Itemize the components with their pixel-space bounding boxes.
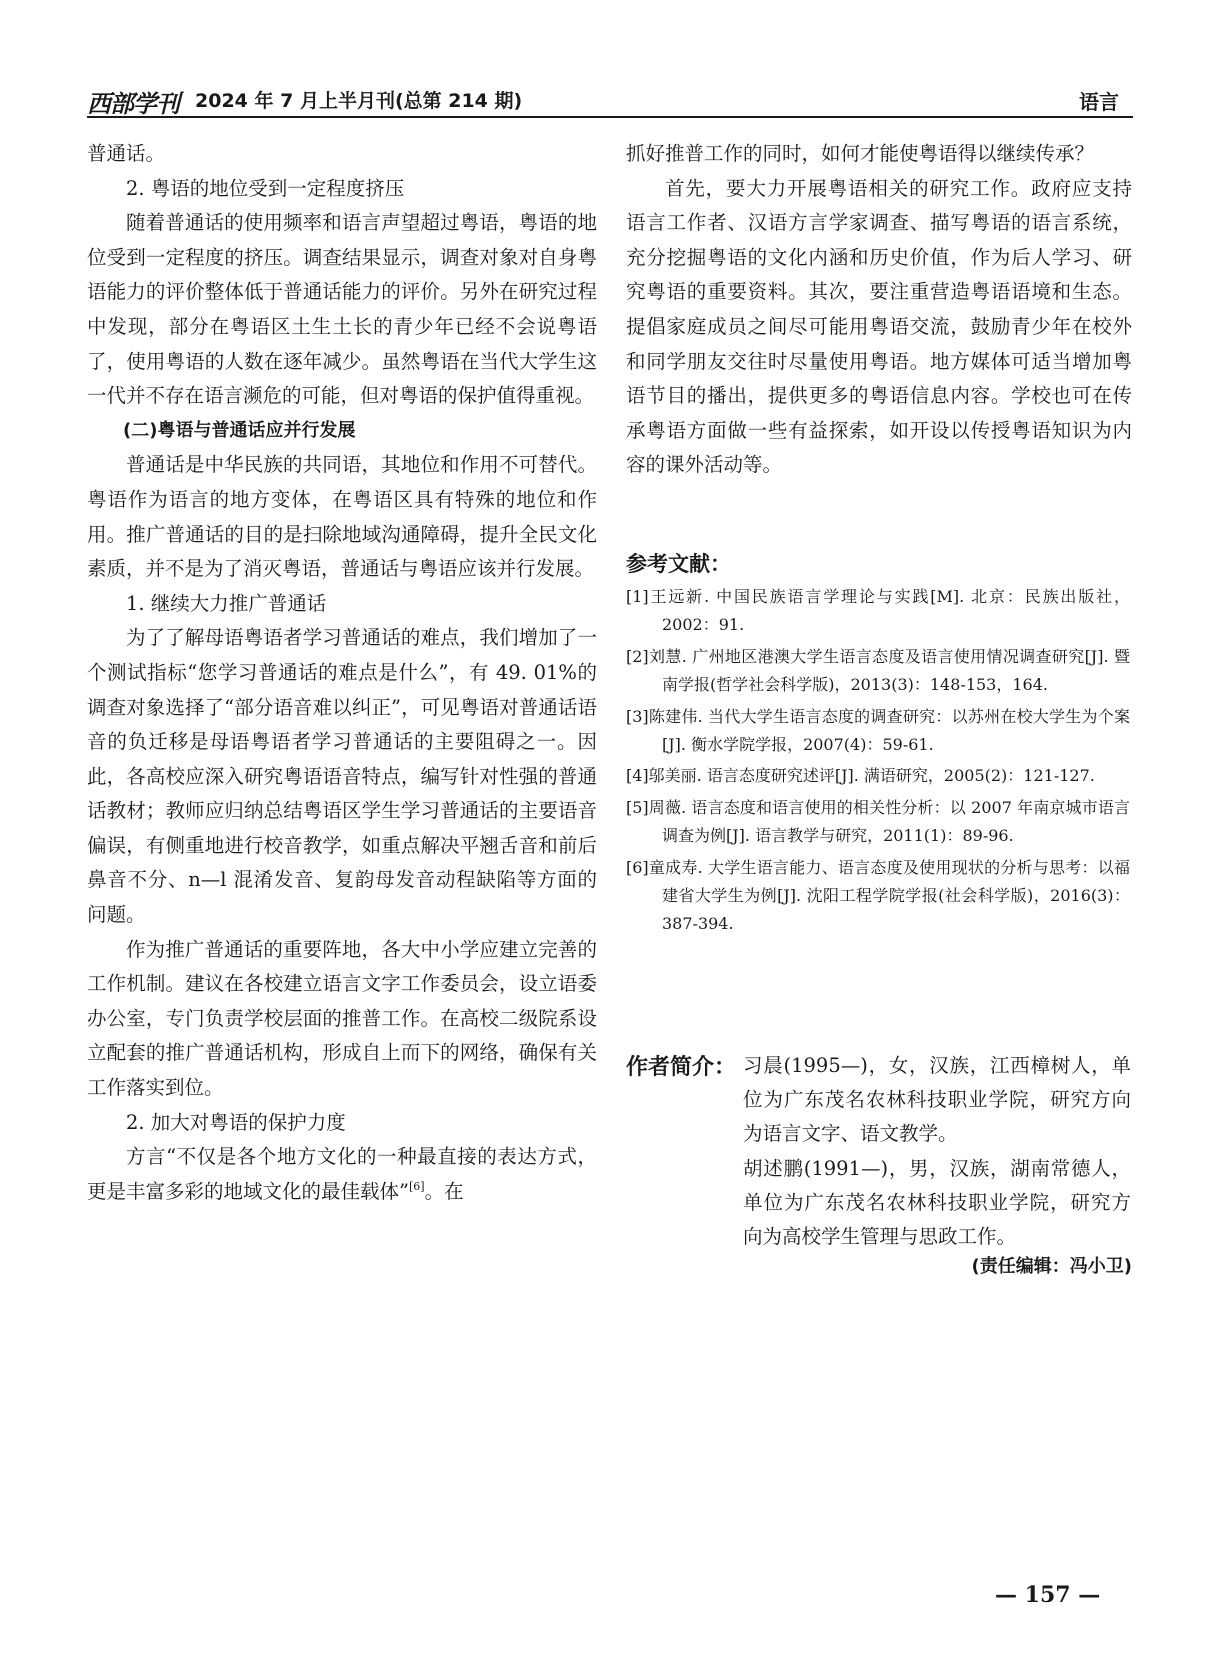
subheading: 2. 粤语的地位受到一定程度挤压 [126,176,405,200]
section-name: 语言 [1079,90,1119,114]
left-column [87,137,597,1209]
reference-item: [3]陈建伟. 当代大学生语言态度的调查研究：以苏州在校大学生为个案[J]. 衡水学院学报，2007(4)：59-61. [626,706,1130,755]
reference-list [626,583,1130,942]
section-heading: (二)粤语与普通话应并行发展 [123,419,356,441]
author-info [743,1049,1131,1254]
paragraph [87,1140,597,1209]
subheading: 2. 加大对粤语的保护力度 [126,1110,346,1134]
paragraph-text: 方言“不仅是各个地方文化的一种最直接的表达方式，更是丰富多彩的地域文化的最佳载体” [87,1145,597,1203]
paragraph: 普通话是中华民族的共同语，其地位和作用不可替代。粤语作为语言的地方变体，在粤语区具有特殊的地位和作用。推广普通话的目的是扫除地域沟通障碍，提升全民文化素质，并不是为了消灭粤语，普通话与粤语应该并行发展。 [87,453,597,581]
paragraph: 抓好推普工作的同时，如何才能使粤语得以继续传承？ [626,142,1095,165]
issue-info: 2024 年 7 月上半月刊(总第 214 期) [195,90,523,112]
reference-item: [6]童成寿. 大学生语言能力、语言态度及使用现状的分析与思考：以福建省大学生为例[J]. 沈阳工程学院学报(社会科学版)，2016(3)：387-394. [626,857,1130,934]
journal-logo: 西部学刊 [87,89,179,118]
paragraph: 普通话。 [87,142,166,165]
paragraph: 为了了解母语粤语者学习普通话的难点，我们增加了一个测试指标“您学习普通话的难点是什么”，有 49. 01%的调查对象选择了“部分语音难以纠正”，可见粤语对普通话语音的负迁移是母语粤语者学习普通话的主要阻碍之一。因此，各高校应深入研究粤语语音特点，编写针对性强的普通话教材；教师应归纳总结粤语区学生学习普通话的主要语音偏误，有侧重地进行校音教学，如重点解决平翘舌音和前后鼻音不分、n—l 混淆发音、复韵母发音动程缺陷等方面的问题。 [87,626,597,927]
right-column [626,137,1132,483]
reference-item: [5]周薇. 语言态度和语言使用的相关性分析：以 2007 年南京城市语言调查为例[J]. 语言教学与研究，2011(1)：89-96. [626,797,1130,846]
paragraph: 作为推广普通话的重要阵地，各大中小学应建立完善的工作机制。建议在各校建立语言文字工作委员会，设立语委办公室，专门负责学校层面的推普工作。在高校二级院系设立配套的推广普通话机构，形成自上而下的网络，确保有关工作落实到位。 [87,937,597,1100]
reference-item: [1]王远新. 中国民族语言学理论与实践[M]. 北京：民族出版社，2002：91. [626,587,1130,635]
running-header [87,84,1133,118]
page-number: — 157 — [995,1582,1101,1608]
paragraph-text: 。在 [424,1179,464,1203]
citation-marker[interactable]: [6] [408,1179,425,1193]
reference-item: [2]刘慧. 广州地区港澳大学生语言态度及语言使用情况调查研究[J]. 暨南学报(哲学社会科学版)，2013(3)：148-153，164. [626,646,1130,695]
references-title: 参考文献： [626,552,731,576]
author-bio: 习晨(1995—)，女，汉族，江西樟树人，单位为广东茂名农林科技职业学院，研究方向为语言文字、语文教学。 [743,1054,1131,1146]
author-info-label: 作者简介： [626,1055,737,1080]
subheading: 1. 继续大力推广普通话 [126,591,327,615]
paragraph: 随着普通话的使用频率和语言声望超过粤语，粤语的地位受到一定程度的挤压。调查结果显示，调查对象对自身粤语能力的评价整体低于普通话能力的评价。另外在研究过程中发现，部分在粤语区土生土长的青少年已经不会说粤语了，使用粤语的人数在逐年减少。虽然粤语在当代大学生这一代并不存在语言濒危的可能，但对粤语的保护值得重视。 [87,211,597,408]
author-bio: 胡述鹏(1991—)，男，汉族，湖南常德人，单位为广东茂名农林科技职业学院，研究方向为高校学生管理与思政工作。 [743,1156,1131,1249]
responsible-editor: (责任编辑：冯小卫) [971,1256,1132,1277]
paragraph: 首先，要大力开展粤语相关的研究工作。政府应支持语言工作者、汉语方言学家调查、描写粤语的语言系统，充分挖掘粤语的文化内涵和历史价值，作为后人学习、研究粤语的重要资料。其次，要注重营造粤语语境和生态。提倡家庭成员之间尽可能用粤语交流，鼓励青少年在校外和同学朋友交往时尽量使用粤语。地方媒体可适当增加粤语节目的播出，提供更多的粤语信息内容。学校也可在传承粤语方面做一些有益探索，如开设以传授粤语知识为内容的课外活动等。 [626,176,1132,477]
reference-item: [4]邬美丽. 语言态度研究述评[J]. 满语研究，2005(2)：121-127. [626,766,1095,786]
